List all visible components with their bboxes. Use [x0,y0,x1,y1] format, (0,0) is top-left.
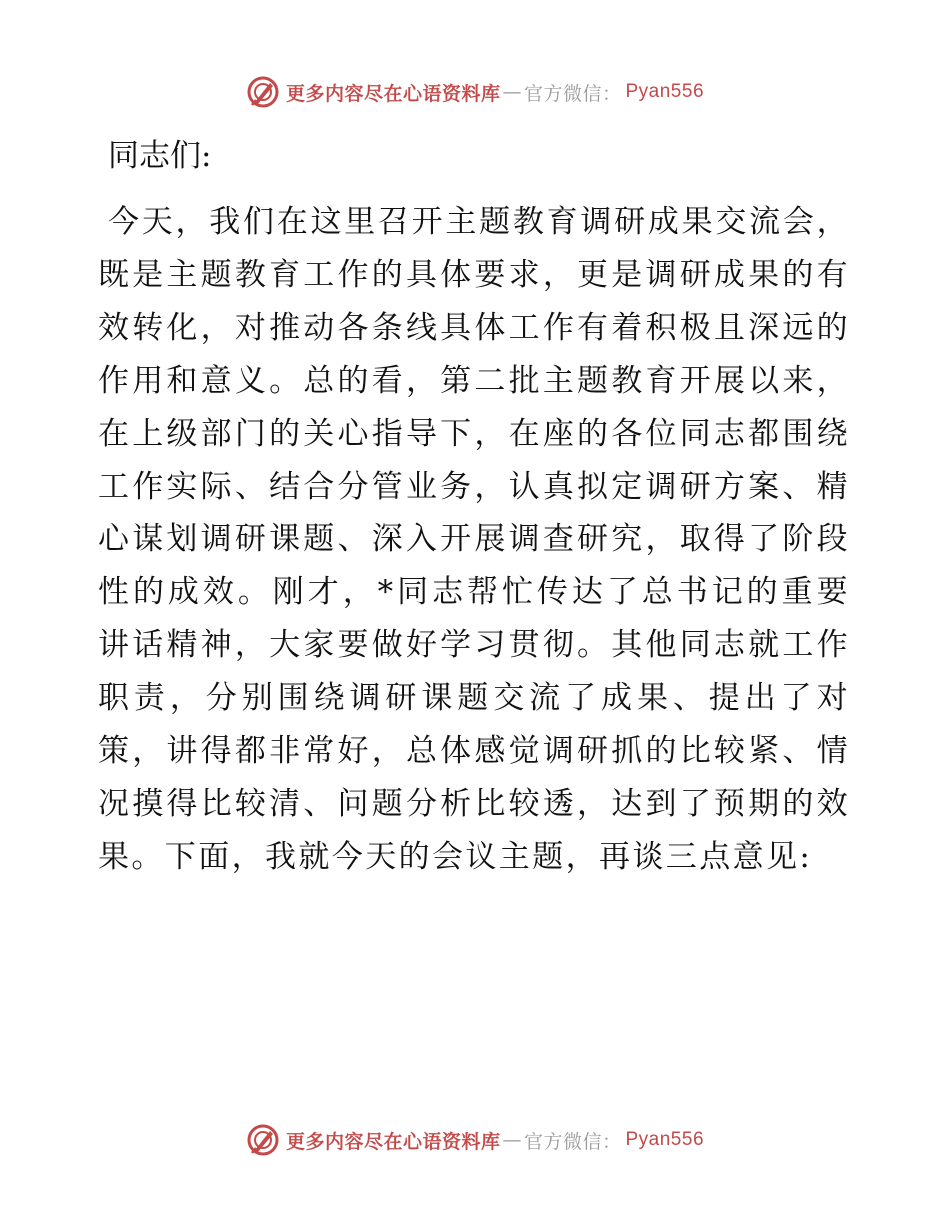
banner-wechat-label: 官方微信： [523,82,622,105]
banner-wechat-id: Pyan556 [625,1129,705,1150]
footer-banner [0,1118,950,1162]
quill-logo-icon [246,75,280,109]
body-paragraph: 今天，我们在这里召开主题教育调研成果交流会，既是主题教育工作的具体要求，更是调研成果的有效转化，对推动各条线具体工作有着积极且深远的作用和意义。总的看，第二批主题教育开展以来，在上级部门的关心指导下，在座的各位同志都围绕工作实际、结合分管业务，认真拟定调研方案、精心谋划调研课题、深入开展调查研究，取得了阶段性的成效。刚才，*同志帮忙传达了总书记的重要讲话精神，大家要做好学习贯彻。其他同志就工作职责，分别围绕调研课题交流了成果、提出了对策，讲得都非常好，总体感觉调研抓的比较紧、情况摸得比较清、问题分析比较透，达到了预期的效果。下面，我就今天的会议主题，再谈三点意见: [98,204,850,875]
banner-wechat-label: 官方微信： [523,1130,622,1153]
quill-logo-icon [246,1123,280,1157]
banner-text [286,79,704,106]
banner-main-text: 更多内容尽在心语资料库 [285,1130,501,1153]
header-banner [0,70,950,114]
banner-text [286,1127,704,1154]
banner-wechat-id: Pyan556 [625,81,705,102]
banner-separator: — [502,81,522,103]
banner-separator: — [502,1129,522,1151]
banner-main-text: 更多内容尽在心语资料库 [285,82,501,105]
document-body [98,120,850,884]
greeting: 同志们: [108,138,212,174]
